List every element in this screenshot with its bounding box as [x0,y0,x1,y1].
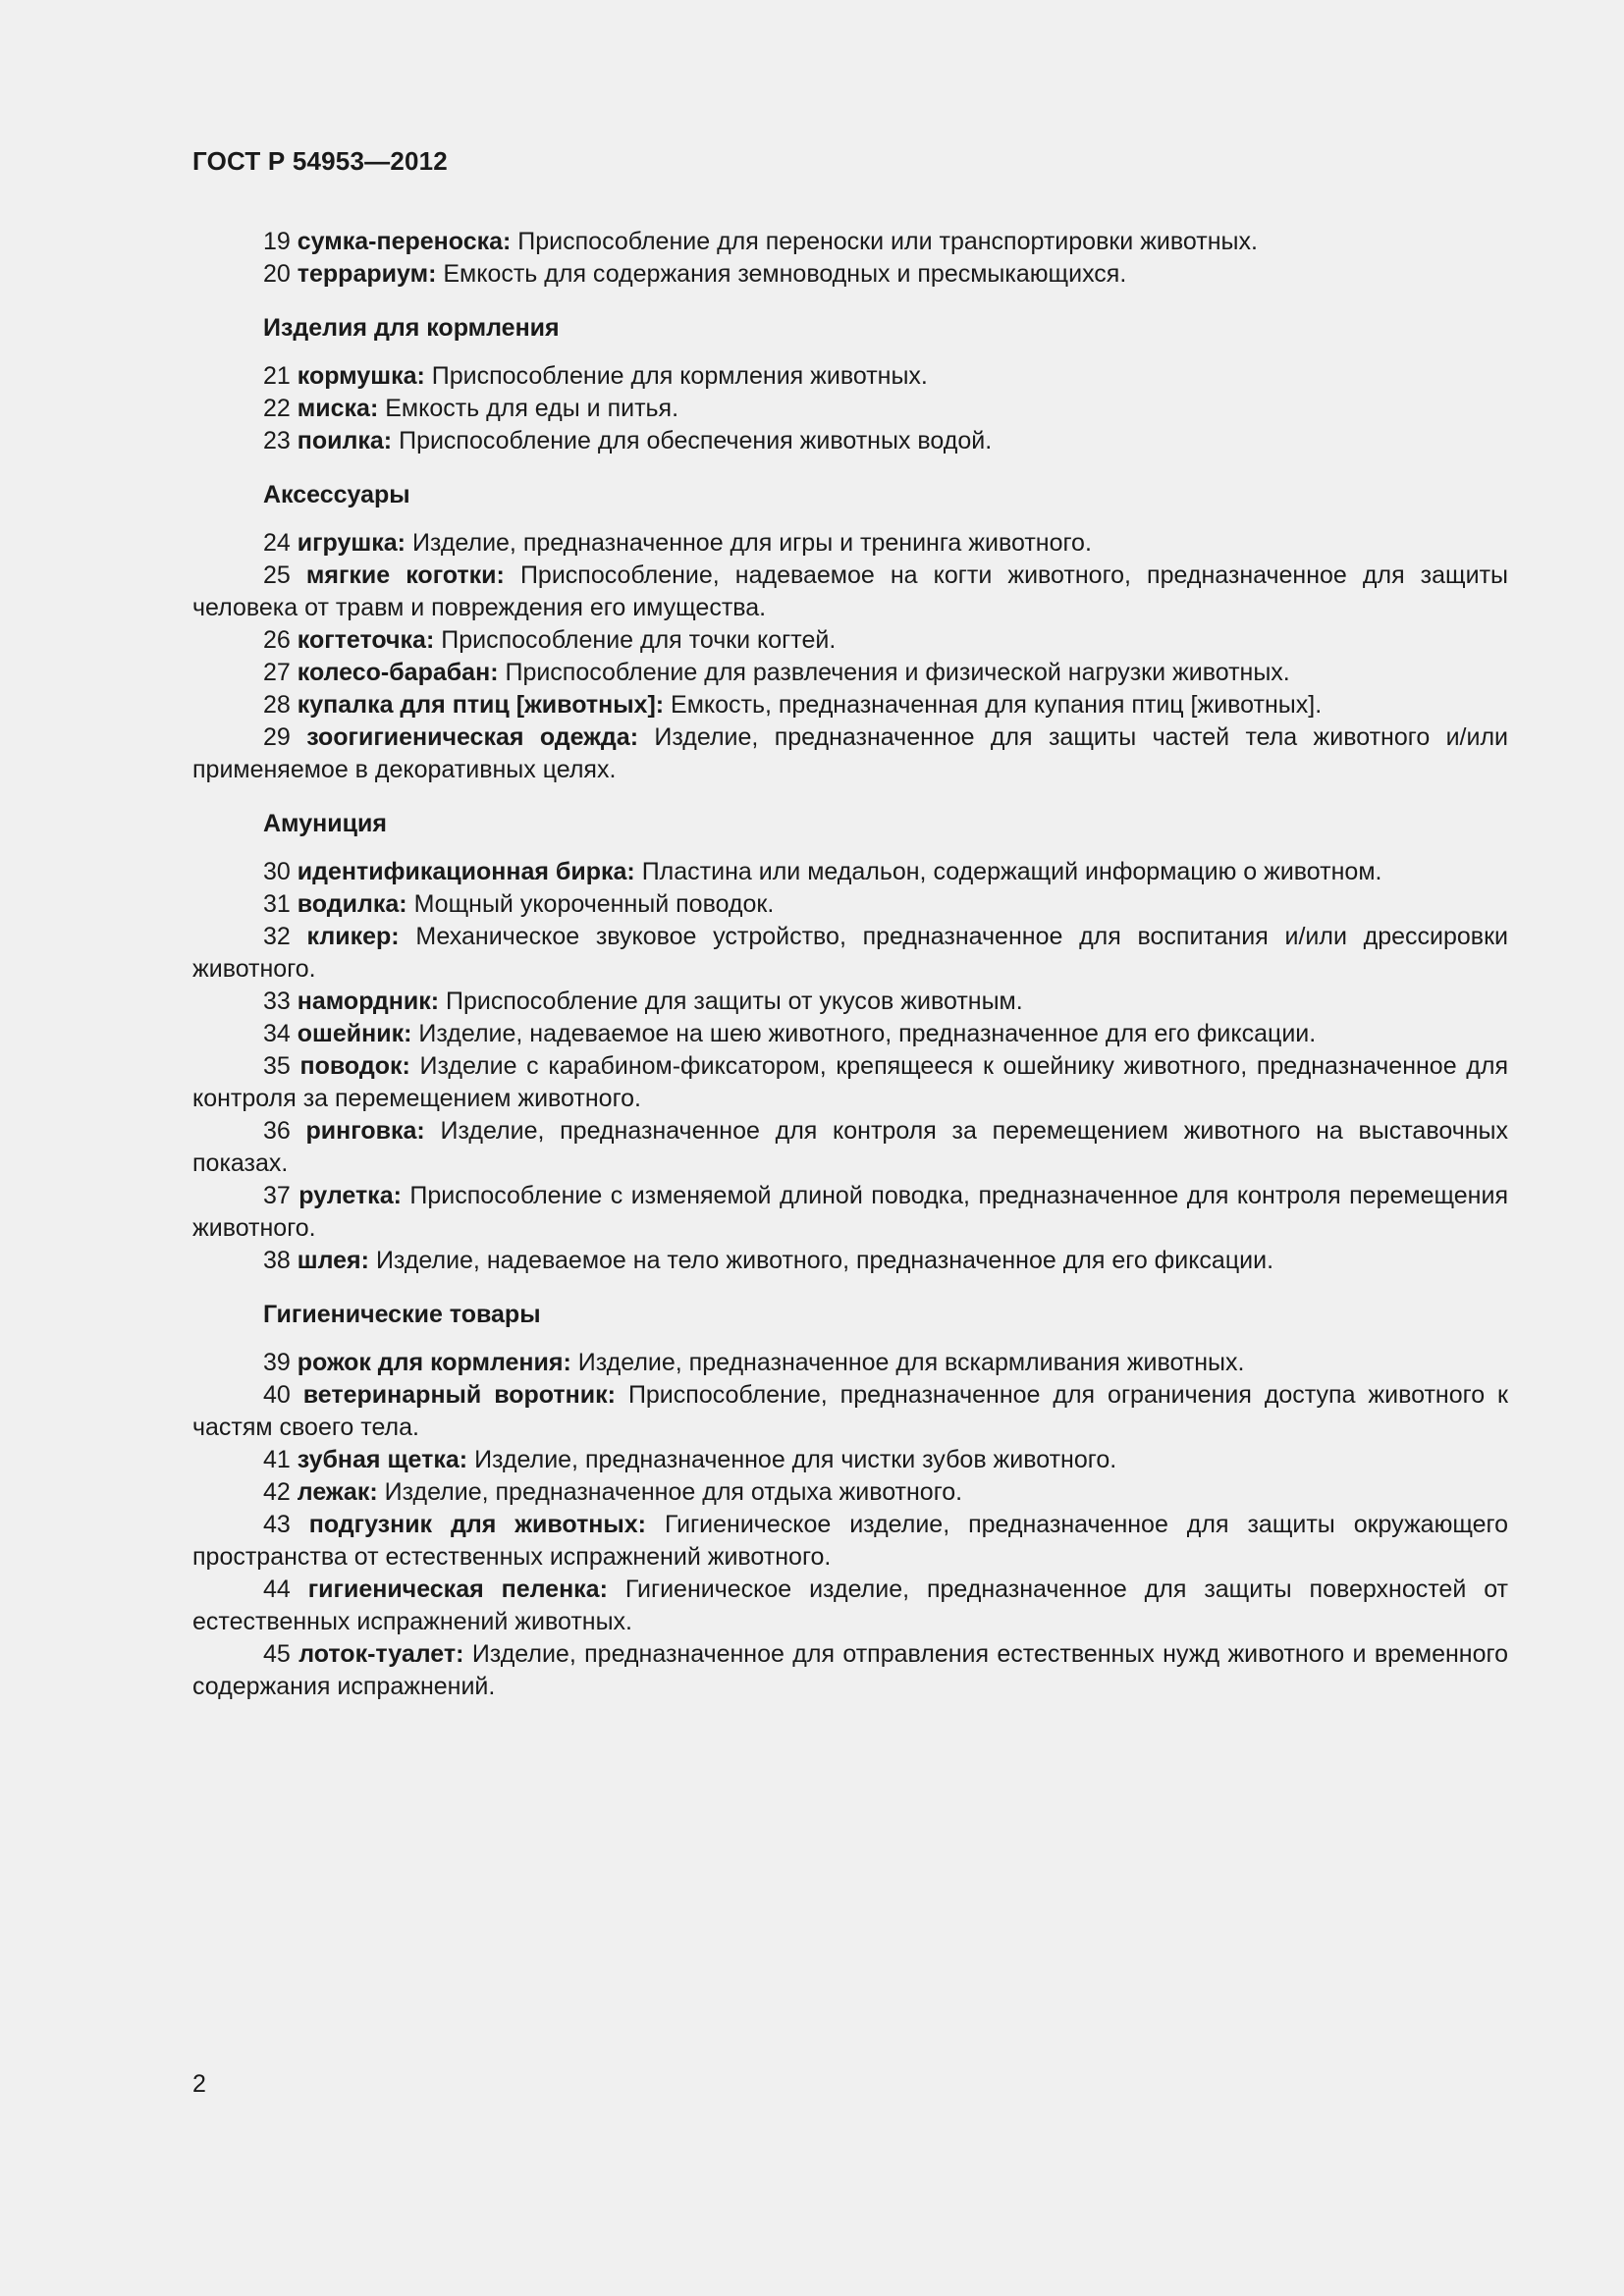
term-definition: Приспособление с изменяемой длиной поводка, предназначенное для контроля перемещения животного. [192,1182,1508,1242]
term-number: 31 [263,890,291,918]
term-entry [192,856,1508,888]
term-number: 41 [263,1446,291,1473]
term-name: кликер: [306,923,400,950]
term-entry [192,986,1508,1018]
section [192,479,1508,786]
term-definition: Приспособление для защиты от укусов животным. [445,988,1023,1015]
term-definition: Изделие, предназначенное для игры и тренинга животного. [411,529,1092,557]
term-name: сумка-переноска: [297,228,512,255]
term-definition: Изделие, предназначенное для вскармливания животных. [577,1349,1245,1376]
term-definition: Приспособление для точки когтей. [441,626,837,654]
term-entry [192,425,1508,457]
term-number: 33 [263,988,291,1015]
term-definition: Приспособление, предназначенное для ограничения доступа животного к частям своего тела. [192,1381,1508,1441]
term-number: 42 [263,1478,291,1506]
term-number: 36 [263,1117,291,1145]
term-number: 20 [263,260,291,288]
term-number: 21 [263,362,291,390]
term-entry [192,393,1508,425]
document-header: ГОСТ Р 54953—2012 [192,146,448,176]
term-name: шлея: [297,1247,369,1274]
term-definition: Изделие, предназначенное для чистки зубов животного. [474,1446,1117,1473]
term-definition: Пластина или медальон, содержащий информацию о животном. [641,858,1382,885]
term-entry [192,258,1508,291]
term-name: лоток-туалет: [298,1640,464,1668]
term-definition: Емкость, предназначенная для купания птиц [животных]. [671,691,1323,719]
term-name: рулетка: [298,1182,402,1209]
section-title: Аксессуары [263,481,410,508]
term-number: 40 [263,1381,291,1409]
term-definition: Изделие, предназначенное для защиты частей тела животного и/или применяемое в декоративных целях. [192,723,1509,783]
term-number: 34 [263,1020,291,1047]
term-number: 23 [263,427,291,454]
term-definition: Гигиеническое изделие, предназначенное для защиты поверхностей от естественных испражнений животных. [192,1575,1509,1635]
term-entry [192,721,1508,786]
term-number: 30 [263,858,291,885]
term-definition: Изделие с карабином-фиксатором, крепящееся к ошейнику животного, предназначенное для контроля за перемещением животного. [192,1052,1508,1112]
term-number: 45 [263,1640,291,1668]
term-entry [192,689,1508,721]
term-entry [192,1245,1508,1277]
term-name: рожок для кормления: [297,1349,571,1376]
term-definition: Изделие, надеваемое на тело животного, предназначенное для его фиксации. [375,1247,1274,1274]
term-number: 32 [263,923,291,950]
term-entry [192,1638,1508,1703]
term-number: 43 [263,1511,291,1538]
term-entry [192,921,1508,986]
term-entry [192,560,1508,624]
term-definition: Приспособление для переноски или транспортировки животных. [517,228,1258,255]
term-entry [192,1347,1508,1379]
term-definition: Изделие, предназначенное для отдыха животного. [384,1478,963,1506]
term-number: 26 [263,626,291,654]
term-number: 38 [263,1247,291,1274]
term-name: подгузник для животных: [308,1511,646,1538]
section [192,1299,1508,1703]
term-number: 28 [263,691,291,719]
term-definition: Гигиеническое изделие, предназначенное для защиты окружающего пространства от естественных испражнений животного. [192,1511,1509,1571]
document-body [192,226,1508,1725]
term-definition: Емкость для еды и питья. [385,395,679,422]
term-definition: Мощный укороченный поводок. [413,890,775,918]
term-entry [192,657,1508,689]
term-definition: Приспособление для развлечения и физической нагрузки животных. [505,659,1290,686]
term-entry [192,624,1508,657]
term-name: ветеринарный воротник: [302,1381,616,1409]
term-entry [192,226,1508,258]
term-entry [192,1018,1508,1050]
term-name: кормушка: [297,362,425,390]
term-entry [192,1444,1508,1476]
term-name: зубная щетка: [297,1446,468,1473]
term-entry [192,1574,1508,1638]
term-number: 19 [263,228,291,255]
section [192,226,1508,291]
term-number: 44 [263,1575,291,1603]
term-entry [192,1476,1508,1509]
term-name: ринговка: [305,1117,425,1145]
term-entry [192,1050,1508,1115]
section [192,808,1508,1277]
term-entry [192,888,1508,921]
term-definition: Изделие, предназначенное для отправления естественных нужд животного и временного содержания испражнений. [192,1640,1508,1700]
term-name: колесо-барабан: [297,659,499,686]
term-name: мягкие коготки: [305,561,505,589]
term-number: 25 [263,561,291,589]
section-title: Амуниция [263,810,387,837]
term-name: гигиеническая пеленка: [307,1575,608,1603]
section-title: Изделия для кормления [263,314,560,342]
term-definition: Изделие, надеваемое на шею животного, предназначенное для его фиксации. [418,1020,1317,1047]
term-entry [192,527,1508,560]
term-name: миска: [297,395,379,422]
term-number: 24 [263,529,291,557]
term-entry [192,360,1508,393]
term-name: террариум: [297,260,437,288]
term-number: 29 [263,723,291,751]
term-definition: Емкость для содержания земноводных и пресмыкающихся. [443,260,1127,288]
term-name: идентификационная бирка: [297,858,635,885]
term-entry [192,1509,1508,1574]
term-definition: Механическое звуковое устройство, предназначенное для воспитания и/или дрессировки животного. [192,923,1508,983]
term-name: поилка: [297,427,393,454]
term-number: 39 [263,1349,291,1376]
term-name: лежак: [297,1478,378,1506]
term-number: 35 [263,1052,291,1080]
term-number: 27 [263,659,291,686]
term-name: поводок: [299,1052,410,1080]
term-definition: Приспособление, надеваемое на когти животного, предназначенное для защиты человека от травм и повреждения его имущества. [192,561,1509,621]
term-name: ошейник: [297,1020,412,1047]
term-name: игрушка: [297,529,406,557]
term-name: водилка: [297,890,407,918]
term-number: 22 [263,395,291,422]
term-entry [192,1115,1508,1180]
term-definition: Приспособление для обеспечения животных водой. [399,427,993,454]
term-name: зоогигиеническая одежда: [306,723,639,751]
term-number: 37 [263,1182,291,1209]
section [192,312,1508,457]
page-number: 2 [192,2070,206,2098]
term-definition: Приспособление для кормления животных. [431,362,928,390]
term-entry [192,1379,1508,1444]
term-entry [192,1180,1508,1245]
term-name: когтеточка: [297,626,435,654]
term-name: купалка для птиц [животных]: [297,691,665,719]
term-name: намордник: [297,988,440,1015]
term-definition: Изделие, предназначенное для контроля за перемещением животного на выставочных показах. [192,1117,1508,1177]
section-title: Гигиенические товары [263,1301,541,1328]
